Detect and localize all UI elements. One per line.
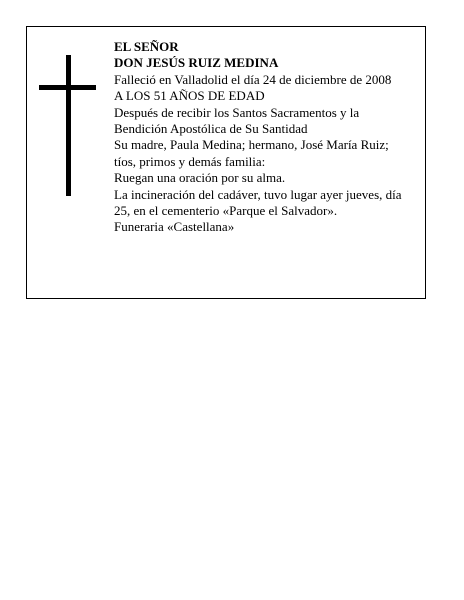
obituary-text [114, 39, 422, 236]
age-at-death: A LOS 51 AÑOS DE EDAD [114, 88, 265, 104]
deceased-title: EL SEÑOR [114, 39, 179, 54]
death-place-date: Falleció en Valladolid el día 24 de diciembre de 2008 [114, 71, 392, 87]
cremation-line-2: 25, en el cementerio «Parque el Salvador». [114, 203, 338, 219]
cross-icon-horizontal-bar [39, 85, 96, 90]
prayer-request: Ruegan una oración por su alma. [114, 170, 286, 186]
sacraments-line-2: Bendición Apostólica de Su Santidad [114, 121, 308, 137]
obituary-notice [26, 26, 426, 299]
deceased-name: DON JESÚS RUIZ MEDINA [114, 55, 279, 71]
cremation-line-1: La incineración del cadáver, tuvo lugar ayer jueves, día [114, 186, 402, 202]
funeral-home: Funeraria «Castellana» [114, 219, 235, 235]
sacraments-line-1: Después de recibir los Santos Sacramentos y la [114, 104, 360, 120]
family-line-2: tíos, primos y demás familia: [114, 153, 266, 169]
family-line-1: Su madre, Paula Medina; hermano, José María Ruiz; [114, 137, 389, 153]
cross-icon-vertical-bar [66, 55, 71, 196]
